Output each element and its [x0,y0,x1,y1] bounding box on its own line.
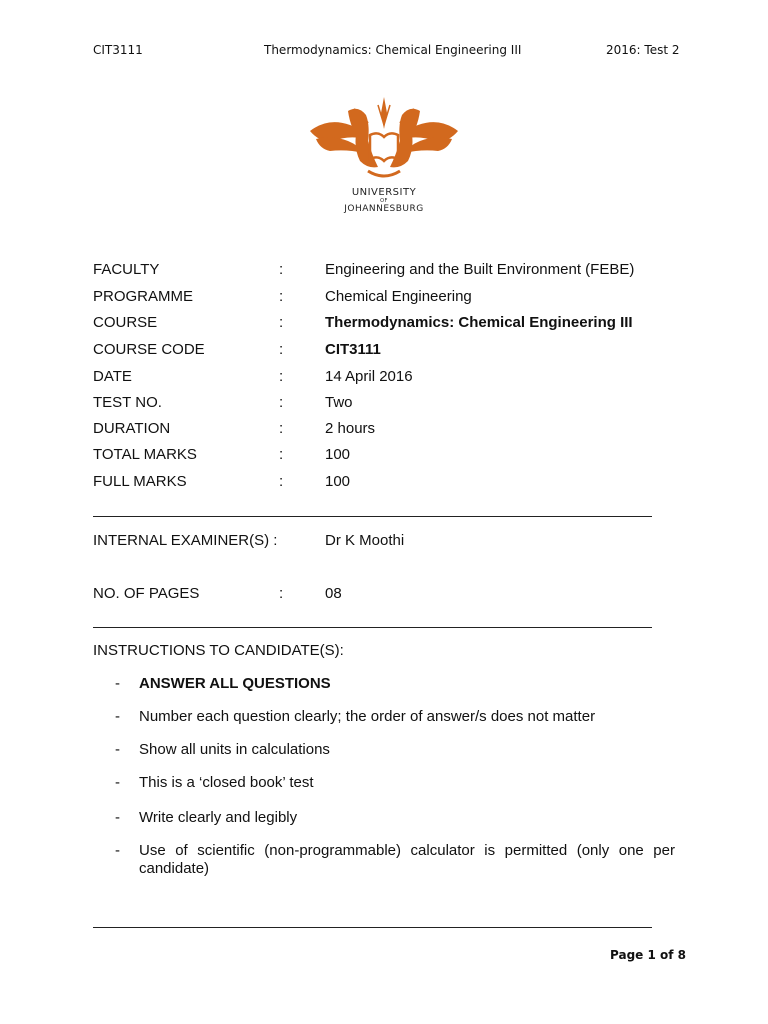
detail-value: 2 hours [325,420,376,437]
detail-value: 100 [325,446,351,463]
pages-separator: : [279,585,284,602]
divider [93,927,652,928]
instruction-text: Write clearly and legibly [139,809,298,826]
logo-line-university: UNIVERSITY [351,187,417,198]
divider [93,627,652,628]
detail-value: Two [325,394,353,411]
detail-label: COURSE [93,314,158,331]
detail-separator: : [279,314,284,331]
header-test: 2016: Test 2 [606,43,680,57]
detail-value: 14 April 2016 [325,368,413,385]
detail-label: TEST NO. [93,394,162,411]
detail-label: DURATION [93,420,171,437]
bullet-dash: - [115,842,120,859]
detail-value: Engineering and the Built Environment (FEBE) [325,261,635,278]
instruction-text: This is a ‘closed book’ test [139,774,314,791]
pages-value: 08 [325,585,342,602]
bullet-dash: - [115,708,120,725]
bullet-dash: - [115,774,120,791]
detail-value: Thermodynamics: Chemical Engineering III [325,314,633,331]
detail-separator: : [279,288,284,305]
detail-label: COURSE CODE [93,341,205,358]
instruction-text: Use of scientific (non-programmable) calculator is permitted (only one per candidate) [139,842,675,877]
logo-line-of: OF [380,198,388,204]
instruction-text: Number each question clearly; the order of answer/s does not matter [139,708,596,725]
bullet-dash: - [115,809,120,826]
detail-label: FACULTY [93,261,160,278]
bullet-dash: - [115,675,120,692]
instructions-title: INSTRUCTIONS TO CANDIDATE(S): [93,642,344,659]
detail-separator: : [279,446,284,463]
instruction-text: ANSWER ALL QUESTIONS [139,675,331,692]
logo-line-johannesburg: JOHANNESBURG [344,204,424,214]
pages-label: NO. OF PAGES [93,585,200,602]
page-number: Page 1 of 8 [610,948,686,962]
divider [93,516,652,517]
detail-label: DATE [93,368,132,385]
examiner-value: Dr K Moothi [325,532,405,549]
bullet-dash: - [115,741,120,758]
detail-value: CIT3111 [325,341,381,358]
detail-value: Chemical Engineering [325,288,472,305]
examiner-label: INTERNAL EXAMINER(S) : [93,532,278,549]
detail-separator: : [279,473,284,490]
detail-label: TOTAL MARKS [93,446,197,463]
bird-emblem-icon [308,95,460,185]
detail-separator: : [279,261,284,278]
instruction-text: Show all units in calculations [139,741,330,758]
detail-separator: : [279,420,284,437]
detail-label: PROGRAMME [93,288,194,305]
detail-label: FULL MARKS [93,473,187,490]
detail-value: 100 [325,473,351,490]
university-logo [308,95,460,220]
detail-separator: : [279,368,284,385]
detail-separator: : [279,341,284,358]
detail-separator: : [279,394,284,411]
header-title: Thermodynamics: Chemical Engineering III [264,43,522,57]
header-course-code: CIT3111 [93,43,143,57]
